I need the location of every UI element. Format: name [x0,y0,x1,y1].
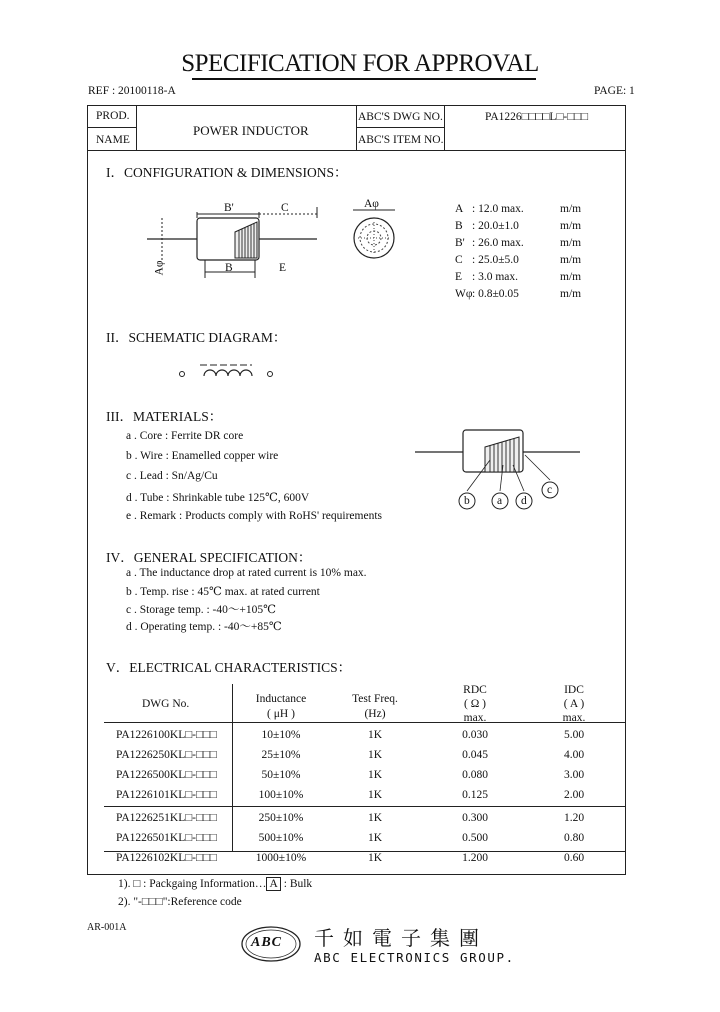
table-cell-idc: 0.80 [563,832,585,844]
section-configuration-heading: I．CONFIGURATION & DIMENSIONS： [106,165,348,180]
name-label: NAME [96,134,130,146]
table-cell-inductance: 1000±10% [255,852,307,864]
material-item: e . Remark : Products comply with RoHS' requirements [126,510,382,522]
note-packaging [118,877,312,891]
material-item: c . Lead : Sn/Ag/Cu [126,470,218,482]
col-header-freq: Test Freq. [352,693,398,705]
dimension-value: : 12.0 max. [472,203,524,215]
material-item: d . Tube : Shrinkable tube 125℃, 600V [126,492,310,504]
table-cell-inductance: 10±10% [261,729,301,741]
company-name-english: ABC ELECTRONICS GROUP. [314,950,515,965]
title-underline [192,78,536,80]
table-cell-dwg: PA1226500KL□-□□□ [116,769,217,781]
form-code: AR-001A [87,922,127,933]
inductor-side-view-drawing [147,202,347,282]
col-header-rdc: RDC [463,684,487,696]
table-cell-inductance: 50±10% [261,769,301,781]
table-cell-dwg: PA1226102KL□-□□□ [116,852,217,864]
label-a-phi-end: Aφ [364,198,379,210]
page-number: PAGE: 1 [594,85,635,97]
product-name: POWER INDUCTOR [193,123,309,138]
col-header-idc-unit: ( A ) [563,698,585,710]
dimension-unit: m/m [560,271,582,283]
label-b: B [225,262,233,274]
table-cell-dwg: PA1226251KL□-□□□ [116,812,217,824]
dimension-letter: E [455,271,463,283]
general-spec-item: b . Temp. rise : 45℃ max. at rated current [126,586,320,598]
table-cell-inductance: 100±10% [258,789,304,801]
dimension-letter: Wφ [455,288,473,300]
ref-number: REF : 20100118-A [88,85,176,97]
dimension-unit: m/m [560,220,582,232]
dimension-value: : 3.0 max. [472,271,518,283]
dimension-letter: A [455,203,464,215]
note-reference-code: 2). "-□□□":Reference code [118,896,242,908]
section-materials-heading: III．MATERIALS： [106,409,223,424]
general-spec-item: a . The inductance drop at rated current is 10% max. [126,567,367,579]
table-cell-freq: 1K [367,749,383,761]
table-cell-rdc: 1.200 [462,852,488,864]
dimension-letter: B' [455,237,465,249]
dimension-unit: m/m [560,203,582,215]
section-electrical-heading: V．ELECTRICAL CHARACTERISTICS： [106,660,352,675]
callout-label: a [497,495,503,507]
table-cell-dwg: PA1226100KL□-□□□ [116,729,217,741]
callout-label: b [464,495,470,507]
prod-label: PROD. [96,110,130,122]
general-spec-item: d . Operating temp. : -40～+85℃ [126,621,282,633]
dwg-no-value: PA1226□□□□L□-□□□ [485,111,589,123]
dimension-letter: C [455,254,463,266]
table-cell-rdc: 0.300 [462,812,488,824]
dwg-no-label: ABC'S DWG NO. [358,111,443,123]
dimension-unit: m/m [560,254,582,266]
col-header-rdc-max: max. [463,712,487,724]
section-schematic-heading: II．SCHEMATIC DIAGRAM： [106,330,287,345]
note-packaging-suffix: : Bulk [283,878,313,890]
dimension-unit: m/m [560,237,582,249]
section-general-heading: IV．GENERAL SPECIFICATION： [106,550,312,565]
label-c: C [281,202,289,214]
inductor-end-view-drawing [347,200,407,270]
col-header-idc-max: max. [562,712,586,724]
table-cell-idc: 0.60 [563,852,585,864]
document-title: SPECIFICATION FOR APPROVAL [181,50,539,77]
table-cell-idc: 4.00 [563,749,585,761]
label-b-prime: B' [224,202,234,214]
col-header-idc: IDC [564,684,584,696]
table-cell-freq: 1K [367,789,383,801]
label-a-phi-side: Aφ [153,260,166,276]
table-cell-rdc: 0.125 [462,789,488,801]
col-header-freq-unit: (Hz) [364,708,386,720]
table-cell-idc: 2.00 [563,789,585,801]
coil-schematic-symbol [178,362,288,386]
table-cell-freq: 1K [367,769,383,781]
table-cell-idc: 3.00 [563,769,585,781]
table-cell-rdc: 0.080 [462,769,488,781]
company-name-chinese: 千如電子集團 [314,926,488,950]
col-header-rdc-unit: ( Ω ) [464,698,486,710]
table-cell-freq: 1K [367,832,383,844]
table-cell-dwg: PA1226501KL□-□□□ [116,832,217,844]
dimension-unit: m/m [560,288,582,300]
table-cell-rdc: 0.030 [462,729,488,741]
table-cell-freq: 1K [367,812,383,824]
dimension-value: : 25.0±5.0 [472,254,519,266]
dimension-value: : 20.0±1.0 [472,220,519,232]
table-cell-inductance: 25±10% [261,749,301,761]
material-item: b . Wire : Enamelled copper wire [126,450,279,462]
dimension-value: : 0.8±0.05 [472,288,519,300]
label-e: E [279,262,287,274]
abc-logo-text: ABC [251,935,283,950]
table-cell-inductance: 250±10% [258,812,304,824]
col-header-inductance-unit: ( μH ) [267,708,295,720]
table-cell-dwg: PA1226101KL□-□□□ [116,789,217,801]
table-cell-dwg: PA1226250KL□-□□□ [116,749,217,761]
col-header-dwg: DWG No. [142,698,190,710]
table-cell-inductance: 500±10% [258,832,304,844]
note-packaging-box: A [266,877,280,891]
table-cell-freq: 1K [367,729,383,741]
table-cell-freq: 1K [367,852,383,864]
table-cell-rdc: 0.045 [462,749,488,761]
material-item: a . Core : Ferrite DR core [126,430,244,442]
dimension-value: : 26.0 max. [472,237,524,249]
note-packaging-prefix: 1). □ : Packgaing Information… [118,878,267,890]
general-spec-item: c . Storage temp. : -40～+105℃ [126,604,276,616]
table-cell-rdc: 0.500 [462,832,488,844]
col-header-inductance: Inductance [255,693,307,705]
dimension-letter: B [455,220,463,232]
item-no-label: ABC'S ITEM NO. [358,134,444,146]
table-cell-idc: 5.00 [563,729,585,741]
callout-label: d [521,495,527,507]
callout-label: c [547,484,553,496]
table-cell-idc: 1.20 [563,812,585,824]
